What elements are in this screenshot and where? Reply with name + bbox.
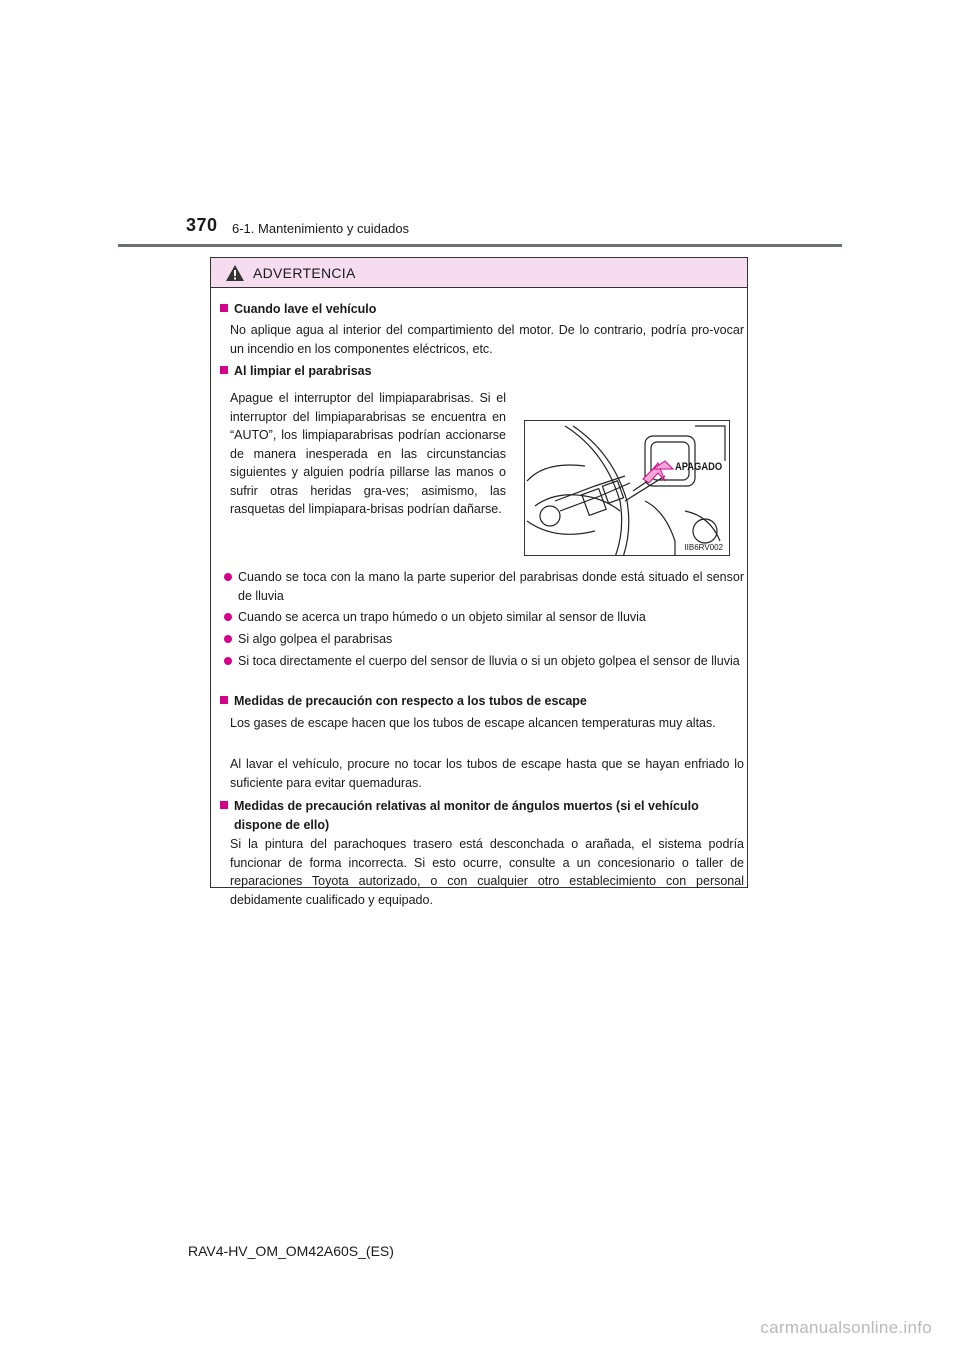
round-bullet-icon bbox=[224, 613, 232, 621]
section-text: Los gases de escape hacen que los tubos de escape alcancen temperaturas muy altas. bbox=[230, 716, 716, 730]
section-text: Apague el interruptor del limpiaparabrisas. Si el interruptor del limpiaparabrisas se encuentra en “AUTO”, los limpiaparabrisas podrían accionarse de manera inesperada en las circunstancias siguientes y alguien podría pillarse las manos o sufrir otras heridas gra-ves; asimismo, las rasquetas del limpiapara-brisas podrían dañarse. bbox=[230, 391, 506, 516]
square-bullet-icon bbox=[220, 801, 228, 809]
list-item-text: Si toca directamente el cuerpo del sensor de lluvia o si un objeto golpea el sensor de lluvia bbox=[238, 654, 740, 668]
section-heading bbox=[220, 692, 587, 711]
section-text: No aplique agua al interior del compartimiento del motor. De lo contrario, podría pro-vocar un incendio en los componentes eléctricos, etc. bbox=[230, 323, 744, 356]
figure-code: IIB6RV002 bbox=[684, 543, 723, 552]
section-heading bbox=[220, 797, 740, 835]
round-bullet-icon bbox=[224, 657, 232, 665]
warning-box bbox=[210, 257, 748, 907]
footer-model-code: RAV4-HV_OM_OM42A60S_(ES) bbox=[188, 1243, 394, 1259]
warning-triangle-icon bbox=[225, 264, 245, 282]
list-item-text: Cuando se acerca un trapo húmedo o un objeto similar al sensor de lluvia bbox=[238, 610, 646, 624]
section-heading bbox=[220, 362, 372, 381]
warning-header bbox=[211, 258, 747, 288]
section-text: Al lavar el vehículo, procure no tocar los tubos de escape hasta que se hayan enfriado lo suficiente para evitar quemaduras. bbox=[230, 757, 744, 790]
page-number: 370 bbox=[186, 215, 218, 235]
square-bullet-icon bbox=[220, 366, 228, 374]
list-item bbox=[224, 630, 744, 649]
section-title: 6-1. Mantenimiento y cuidados bbox=[232, 221, 410, 236]
round-bullet-icon bbox=[224, 573, 232, 581]
heading-text: Cuando lave el vehículo bbox=[234, 302, 377, 316]
list-item bbox=[224, 568, 744, 605]
list-item-text: Si algo golpea el parabrisas bbox=[238, 632, 393, 646]
wiper-switch-figure bbox=[524, 420, 730, 556]
wiper-switch-illustration bbox=[525, 421, 730, 556]
list-item bbox=[224, 652, 744, 671]
round-bullet-icon bbox=[224, 635, 232, 643]
heading-text: Medidas de precaución relativas al monitor de ángulos muertos (si el vehículo dispone de ello) bbox=[234, 799, 699, 832]
heading-text: Medidas de precaución con respecto a los tubos de escape bbox=[234, 694, 587, 708]
section-heading bbox=[220, 300, 376, 319]
heading-text: Al limpiar el parabrisas bbox=[234, 364, 372, 378]
header-rule bbox=[118, 244, 842, 247]
warning-title: ADVERTENCIA bbox=[253, 264, 356, 281]
section-text: Si la pintura del parachoques trasero está desconchada o arañada, el sistema podría funcionar de forma incorrecta. Si esto ocurre, consulte a un concesionario o taller de reparaciones Toyota autorizado, o con cualquier otro establecimiento con personal debidamente cualificado y equipado. bbox=[230, 837, 744, 907]
square-bullet-icon bbox=[220, 696, 228, 704]
watermark: carmanualsonline.info bbox=[760, 1318, 932, 1337]
list-item bbox=[224, 608, 744, 627]
square-bullet-icon bbox=[220, 304, 228, 312]
list-item-text: Cuando se toca con la mano la parte superior del parabrisas donde está situado el sensor de lluvia bbox=[238, 570, 744, 603]
figure-label: APAGADO bbox=[675, 461, 723, 473]
